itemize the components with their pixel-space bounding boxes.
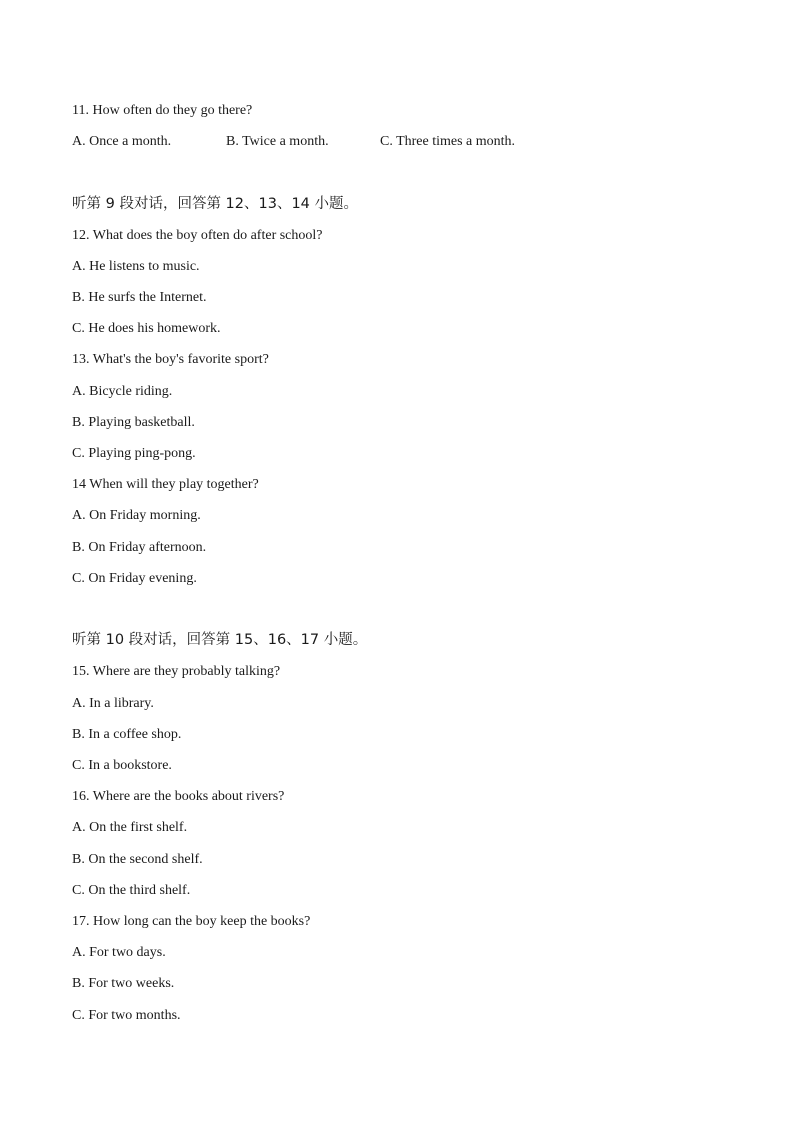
option-a: A. On Friday morning. bbox=[72, 508, 201, 523]
option-a: A. He listens to music. bbox=[72, 259, 200, 274]
section-heading-9: 听第 9 段对话，回答第 12、13、14 小题。 bbox=[72, 196, 359, 212]
question-16: 16. Where are the books about rivers? bbox=[72, 789, 285, 804]
question-12: 12. What does the boy often do after school? bbox=[72, 228, 323, 243]
option-b: B. Playing basketball. bbox=[72, 415, 195, 430]
option-a: A. On the first shelf. bbox=[72, 820, 188, 835]
option-b: B. On the second shelf. bbox=[72, 852, 203, 867]
option-b: B. On Friday afternoon. bbox=[72, 540, 207, 555]
option-b: B. For two weeks. bbox=[72, 976, 175, 991]
question-17: 17. How long can the boy keep the books? bbox=[72, 914, 311, 929]
option-c: C. In a bookstore. bbox=[72, 758, 172, 773]
question-15: 15. Where are they probably talking? bbox=[72, 664, 281, 679]
option-a: A. Once a month. bbox=[72, 134, 172, 149]
option-c: C. On the third shelf. bbox=[72, 883, 191, 898]
option-b: B. In a coffee shop. bbox=[72, 727, 182, 742]
section-heading-10: 听第 10 段对话，回答第 15、16、17 小题。 bbox=[72, 632, 368, 648]
option-b: B. Twice a month. bbox=[226, 134, 329, 149]
option-c: C. On Friday evening. bbox=[72, 571, 197, 586]
option-b: B. He surfs the Internet. bbox=[72, 290, 207, 305]
option-c: C. He does his homework. bbox=[72, 321, 221, 336]
question-14: 14 When will they play together? bbox=[72, 477, 259, 492]
option-c: C. For two months. bbox=[72, 1008, 181, 1023]
question-13: 13. What's the boy's favorite sport? bbox=[72, 352, 269, 367]
option-c: C. Three times a month. bbox=[380, 134, 516, 149]
question-11: 11. How often do they go there? bbox=[72, 103, 253, 118]
option-c: C. Playing ping-pong. bbox=[72, 446, 196, 461]
option-a: A. Bicycle riding. bbox=[72, 384, 173, 399]
option-a: A. For two days. bbox=[72, 945, 166, 960]
option-a: A. In a library. bbox=[72, 696, 154, 711]
question-11-options bbox=[0, 133, 794, 151]
